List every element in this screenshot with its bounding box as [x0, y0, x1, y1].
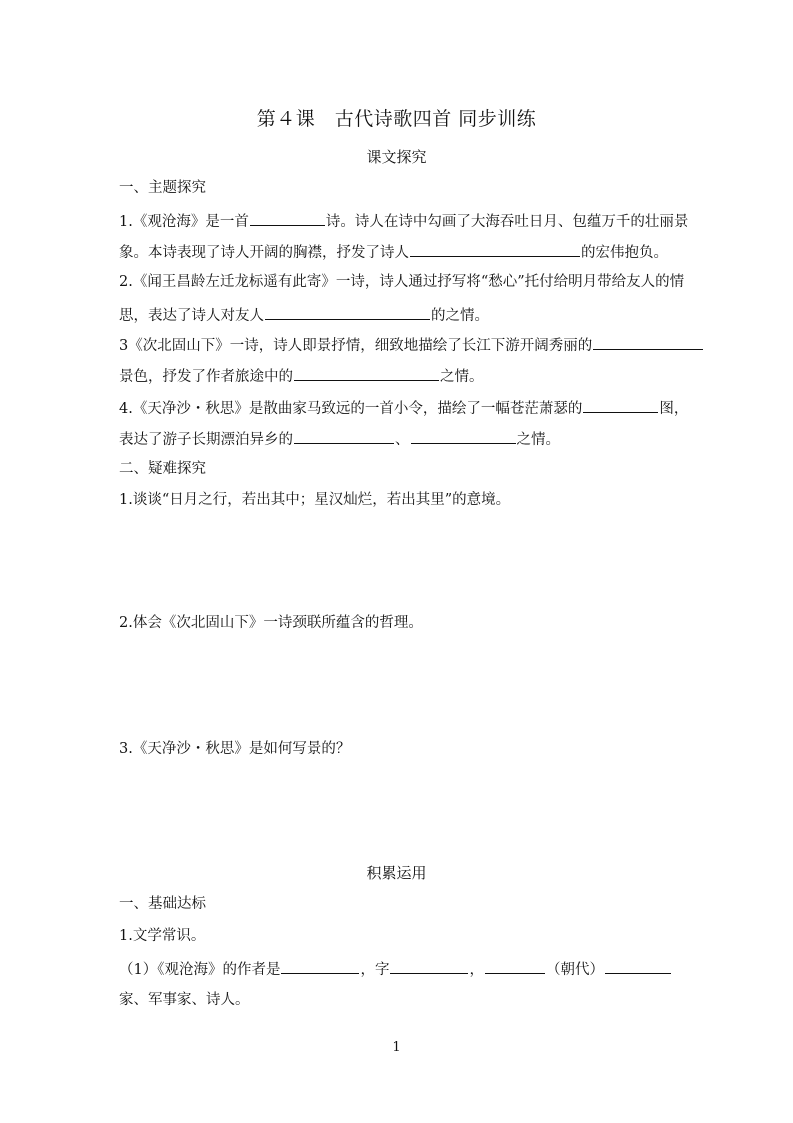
difficult-question-2: 2.体会《次北固山下》一诗颈联所蕴含的哲理。: [119, 615, 423, 631]
q3-text-b: 景色，抒发了作者旅途中的: [119, 369, 293, 385]
difficult-question-3: 3.《天净沙・秋思》是如何写景的？: [119, 741, 351, 757]
section-heading-text-study: 课文探究: [366, 148, 427, 166]
question-1-line-2: [119, 241, 679, 263]
page-title: 第４课 古代诗歌四首 同步训练: [256, 108, 537, 130]
q4-blank-1[interactable]: [583, 397, 658, 413]
b1-1-text-a: （1）《观沧海》的作者是: [119, 962, 281, 978]
part-heading-difficult: 二、疑难探究: [119, 461, 206, 477]
question-3-line-1: [119, 334, 679, 356]
q3-blank-2[interactable]: [294, 365, 439, 381]
b1-1-blank-1[interactable]: [281, 958, 359, 974]
q4-text-a: 4.《天净沙・秋思》是散曲家马致远的一首小令，描绘了一幅苍茫萧瑟的: [119, 401, 583, 417]
q1-text-d: 的宏伟抱负。: [581, 245, 668, 261]
q4-text-e: 之情。: [516, 432, 560, 448]
question-3-line-2: [119, 365, 679, 387]
b1-1-blank-4[interactable]: [605, 958, 671, 974]
q2-text-c: 的之情。: [431, 308, 489, 324]
basic-question-1: 1.文学常识。: [119, 928, 206, 944]
q4-text-d: 、: [395, 432, 410, 448]
q2-text-b: 思，表达了诗人对友人: [119, 308, 264, 324]
section-heading-accumulation: 积累运用: [366, 864, 427, 882]
basic-question-1-1-line-2: 家、军事家、诗人。: [119, 992, 250, 1008]
q1-text-b: 诗。诗人在诗中勾画了大海吞吐日月、包蕴万千的壮丽景: [325, 214, 689, 230]
q4-text-b: 图，: [659, 401, 689, 417]
b1-1-text-c: ，: [469, 962, 484, 978]
question-1-line-1: [119, 210, 689, 232]
b1-1-blank-3[interactable]: [485, 958, 545, 974]
question-2-line-1: 2.《闻王昌龄左迁龙标遥有此寄》一诗，诗人通过抒写将“愁心”托付给明月带给友人的情: [119, 274, 685, 290]
q4-blank-3[interactable]: [411, 428, 516, 444]
q3-text-a: 3《次北固山下》一诗，诗人即景抒情，细致地描绘了长江下游开阔秀丽的: [119, 338, 593, 354]
part-heading-theme: 一、主题探究: [119, 180, 206, 196]
q1-text-c: 象。本诗表现了诗人开阔的胸襟，抒发了诗人: [119, 245, 409, 261]
q1-blank-2[interactable]: [410, 241, 580, 257]
q3-blank-1[interactable]: [593, 334, 703, 350]
q4-text-c: 表达了游子长期漂泊异乡的: [119, 432, 293, 448]
q4-blank-2[interactable]: [294, 428, 394, 444]
q2-blank-1[interactable]: [265, 304, 430, 320]
question-4-line-2: [119, 428, 679, 450]
page-number: 1: [392, 1040, 401, 1055]
b1-1-blank-2[interactable]: [390, 958, 468, 974]
part-heading-basic: 一、基础达标: [119, 896, 206, 912]
q1-blank-1[interactable]: [250, 210, 325, 226]
q1-text-a: 1.《观沧海》是一首: [119, 214, 249, 230]
difficult-question-1: 1.谈谈“日月之行，若出其中；星汉灿烂，若出其里”的意境。: [119, 492, 511, 508]
b1-1-text-b: ，字: [360, 962, 390, 978]
question-4-line-1: [119, 397, 689, 419]
q3-text-c: 之情。: [440, 369, 484, 385]
question-2-line-2: [119, 304, 679, 326]
b1-1-text-d: （朝代）: [545, 962, 604, 978]
basic-question-1-1: [119, 958, 679, 980]
